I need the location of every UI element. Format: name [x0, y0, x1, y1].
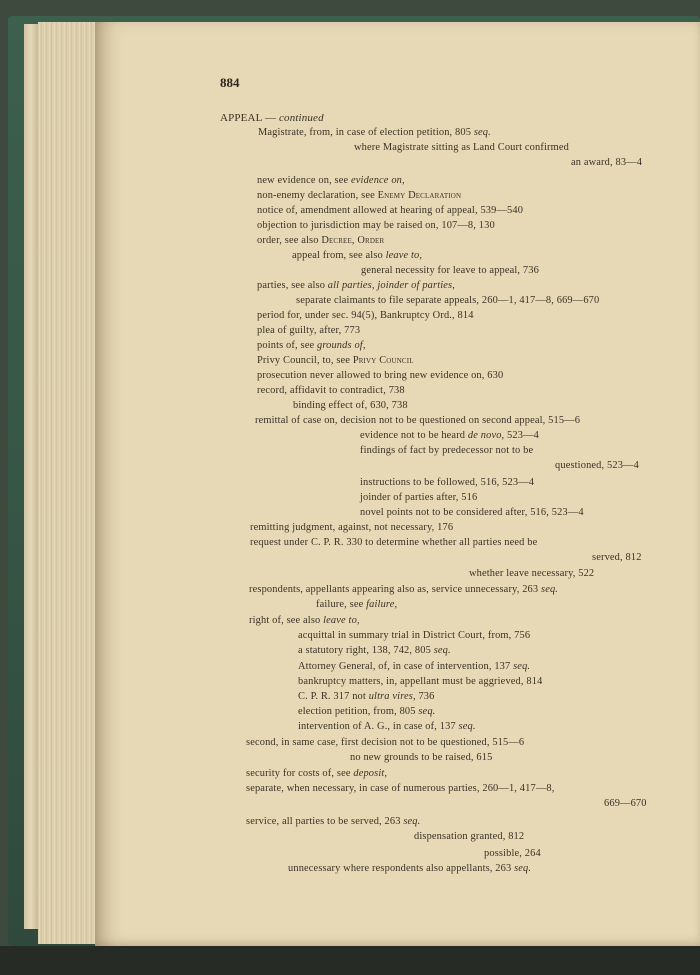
- page-number: 884: [220, 75, 240, 90]
- index-text-segment: election petition, from, 805: [298, 706, 419, 717]
- index-entry: [360, 445, 533, 456]
- index-text-segment: leave to,: [323, 615, 360, 626]
- index-entry: [250, 537, 537, 548]
- index-text-segment: 523—4: [504, 430, 539, 441]
- index-entry: [555, 460, 639, 471]
- index-entry: [257, 205, 523, 216]
- index-entry: [469, 568, 594, 579]
- index-text-segment: record, affidavit to contradict, 738: [257, 385, 405, 396]
- index-entry: [249, 615, 360, 626]
- index-text-segment: Magistrate, from, in case of election petition, 805: [258, 127, 474, 138]
- index-text-segment: Privy Council: [352, 355, 414, 366]
- index-entry: [298, 645, 451, 656]
- index-heading: [220, 112, 324, 124]
- index-entry: [258, 127, 491, 138]
- index-text-segment: right of, see also: [249, 615, 324, 626]
- index-text-segment: respondents, appellants appearing also as, service unnecessary, 263: [249, 584, 541, 595]
- index-text-segment: Decree, Order: [321, 235, 385, 246]
- index-entry: [257, 370, 503, 381]
- index-text-segment: questioned, 523—4: [555, 460, 639, 471]
- index-text-segment: seq.: [458, 721, 476, 732]
- index-text-segment: seq.: [473, 127, 491, 138]
- index-entry: [361, 265, 539, 276]
- index-text-segment: service, all parties to be served, 263: [246, 816, 404, 827]
- index-text-segment: intervention of A. G., in case of, 137: [298, 721, 459, 732]
- index-entry: [257, 235, 384, 246]
- index-entry: [571, 157, 642, 168]
- index-text-segment: separate claimants to file separate appeals, 260—1, 417—8, 669—670: [296, 295, 600, 306]
- index-text-segment: where Magistrate sitting as Land Court confirmed: [354, 142, 569, 153]
- index-text-segment: non-enemy declaration, see: [257, 190, 378, 201]
- index-entry: [354, 142, 569, 153]
- index-text-segment: joinder of parties after, 516: [360, 492, 478, 503]
- index-text-segment: C. P. R. 317 not: [298, 691, 369, 702]
- index-text-segment: dispensation granted, 812: [414, 831, 525, 842]
- index-entry: [257, 325, 360, 336]
- index-entry: [484, 848, 541, 859]
- index-entry: [298, 676, 542, 687]
- index-text-segment: objection to jurisdiction may be raised on, 107—8, 130: [257, 220, 495, 231]
- index-text-segment: grounds of,: [316, 340, 366, 351]
- index-entry: [298, 721, 476, 732]
- index-text-segment: seq.: [514, 863, 532, 874]
- index-entry: [296, 295, 599, 306]
- index-text-segment: 669—670: [604, 798, 647, 809]
- index-entry: [257, 340, 366, 351]
- index-text-segment: seq.: [541, 584, 559, 595]
- index-entry: [360, 477, 534, 488]
- index-text-segment: prosecution never allowed to bring new evidence on, 630: [257, 370, 504, 381]
- index-text-segment: bankruptcy matters, in, appellant must be aggrieved, 814: [298, 676, 543, 687]
- index-text-segment: Privy Council, to, see: [257, 355, 353, 366]
- index-text-segment: a statutory right, 138, 742, 805: [298, 645, 434, 656]
- index-text-segment: notice of, amendment allowed at hearing of appeal, 539—540: [257, 205, 524, 216]
- index-text-segment: remitting judgment, against, not necessary, 176: [250, 522, 454, 533]
- index-text-segment: binding effect of, 630, 738: [293, 400, 408, 411]
- index-text-segment: whether leave necessary, 522: [469, 568, 595, 579]
- index-entry: [257, 280, 455, 291]
- index-text-segment: APPEAL —: [220, 112, 280, 124]
- index-text-segment: security for costs of, see: [246, 768, 354, 779]
- index-entry: [250, 522, 453, 533]
- index-text-segment: seq.: [403, 816, 421, 827]
- index-text-segment: no new grounds to be raised, 615: [350, 752, 493, 763]
- index-text-segment: seq.: [418, 706, 436, 717]
- index-text-segment: leave to,: [385, 250, 423, 261]
- index-text-segment: de novo,: [467, 430, 505, 441]
- index-text-segment: Attorney General, of, in case of intervention, 137: [298, 661, 514, 672]
- index-entry: [246, 768, 387, 779]
- index-text-segment: parties, see also: [257, 280, 328, 291]
- index-text-segment: possible, 264: [484, 848, 541, 859]
- page-stack: [38, 22, 100, 944]
- background-shadow: [0, 946, 700, 975]
- index-text-segment: plea of guilty, after, 773: [257, 325, 361, 336]
- index-text-segment: points of, see: [257, 340, 317, 351]
- index-entry: [414, 831, 524, 842]
- index-entry: [246, 816, 420, 827]
- index-text-segment: 736: [415, 691, 435, 702]
- index-entry: [298, 691, 435, 702]
- index-text-segment: novel points not to be considered after, 516, 523—4: [360, 507, 584, 518]
- index-text-segment: general necessity for leave to appeal, 736: [361, 265, 539, 276]
- index-entry: [316, 599, 397, 610]
- index-entry: [257, 310, 474, 321]
- index-text-segment: appeal from, see also: [292, 250, 386, 261]
- index-entry: [246, 737, 524, 748]
- index-entry: [257, 190, 461, 201]
- index-text-segment: acquittal in summary trial in District Court, from, 756: [298, 630, 531, 641]
- index-entry: [257, 220, 495, 231]
- index-entry: [298, 630, 530, 641]
- index-text-segment: instructions to be followed, 516, 523—4: [360, 477, 535, 488]
- index-entry: [360, 507, 584, 518]
- index-text-segment: failure, see: [316, 599, 367, 610]
- index-entry: [293, 400, 408, 411]
- index-text-segment: unnecessary where respondents also appellants, 263: [288, 863, 515, 874]
- index-entry: [604, 798, 647, 809]
- index-text-segment: request under C. P. R. 330 to determine whether all parties need be: [250, 537, 538, 548]
- index-entry: [292, 250, 422, 261]
- index-entry: [257, 385, 405, 396]
- index-text-segment: separate, when necessary, in case of numerous parties, 260—1, 417—8,: [246, 783, 555, 794]
- index-text-segment: period for, under sec. 94(5), Bankruptcy Ord., 814: [257, 310, 474, 321]
- index-text-segment: continued: [279, 112, 324, 124]
- index-text-segment: second, in same case, first decision not to be questioned, 515—6: [246, 737, 525, 748]
- index-text-segment: failure,: [366, 599, 398, 610]
- index-text-segment: order, see also: [257, 235, 322, 246]
- index-entry: [246, 783, 554, 794]
- index-text-segment: deposit,: [353, 768, 388, 779]
- index-text-segment: seq.: [433, 645, 451, 656]
- index-text-segment: evidence not to be heard: [360, 430, 468, 441]
- index-text-segment: all parties, joinder of parties,: [327, 280, 455, 291]
- index-entry: [360, 492, 477, 503]
- index-entry: [249, 584, 558, 595]
- index-entry: [592, 552, 642, 563]
- index-text-segment: seq.: [513, 661, 531, 672]
- index-entry: [298, 661, 530, 672]
- index-entry: [257, 175, 405, 186]
- index-text-segment: served, 812: [592, 552, 642, 563]
- index-entry: [298, 706, 435, 717]
- index-text-segment: findings of fact by predecessor not to be: [360, 445, 534, 456]
- page-edges-left: [24, 24, 38, 929]
- index-entry: [288, 863, 531, 874]
- index-text-segment: Enemy Declaration: [377, 190, 462, 201]
- index-text-segment: an award, 83—4: [571, 157, 643, 168]
- index-text-segment: evidence on,: [351, 175, 405, 186]
- index-text-segment: ultra vires,: [368, 691, 416, 702]
- index-text-segment: remittal of case on, decision not to be questioned on second appeal, 515—6: [255, 415, 581, 426]
- index-entry: [350, 752, 492, 763]
- index-entry: [257, 355, 414, 366]
- index-entry: [360, 430, 539, 441]
- index-text-segment: new evidence on, see: [257, 175, 352, 186]
- index-entry: [255, 415, 580, 426]
